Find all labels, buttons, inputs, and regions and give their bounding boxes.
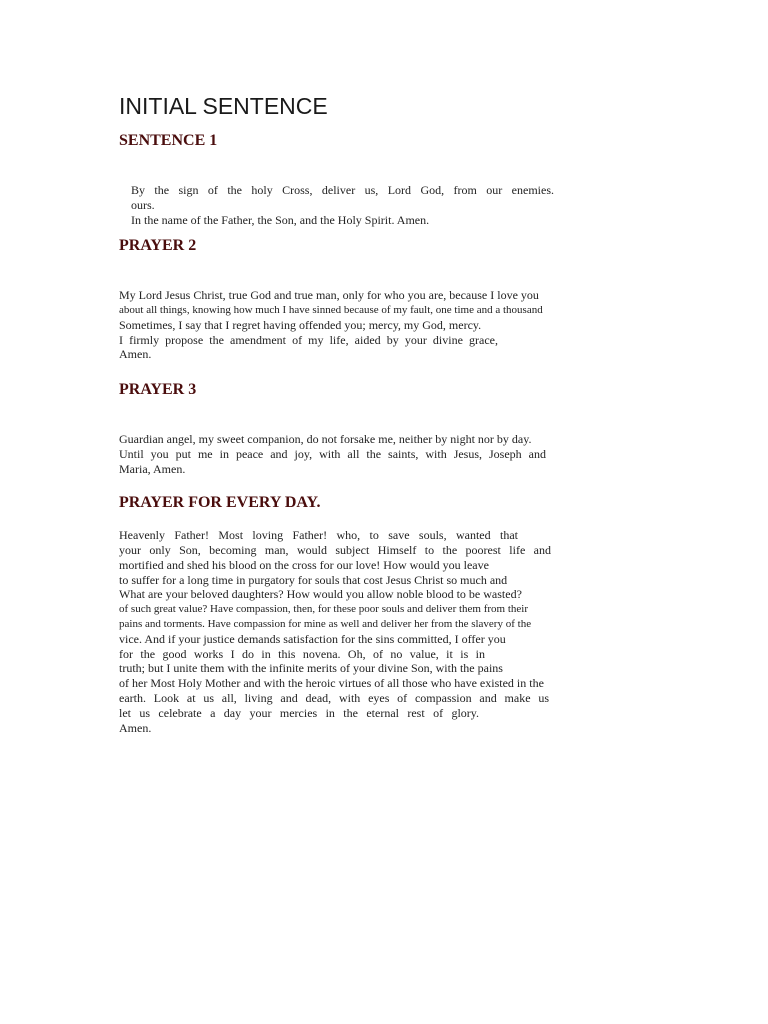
section-heading-prayer-2: PRAYER 2: [119, 237, 197, 254]
section-heading-prayer-3: PRAYER 3: [119, 381, 197, 398]
section-line: pains and torments. Have compassion for mine as well and deliver her from the slavery of the: [119, 618, 532, 630]
section-line: for the good works I do in this novena. Oh, of no value, it is in: [119, 647, 485, 661]
section-heading-prayer-for-every-day: PRAYER FOR EVERY DAY.: [119, 494, 321, 511]
section-line: ours.: [131, 198, 155, 212]
section-line: mortified and shed his blood on the cross for our love! How would you leave: [119, 558, 489, 572]
section-line: In the name of the Father, the Son, and the Holy Spirit. Amen.: [131, 213, 430, 227]
section-line: about all things, knowing how much I have sinned because of my fault, one time and a thousand: [119, 304, 543, 316]
section-line: Amen.: [119, 347, 152, 361]
section-line: I firmly propose the amendment of my life, aided by your divine grace,: [119, 333, 498, 347]
section-line: By the sign of the holy Cross, deliver us, Lord God, from our enemies.: [131, 183, 554, 197]
section-line: Until you put me in peace and joy, with all the saints, with Jesus, Joseph and: [119, 447, 546, 461]
section-line: truth; but I unite them with the infinite merits of your divine Son, with the pains: [119, 661, 503, 675]
section-line: What are your beloved daughters? How would you allow noble blood to be wasted?: [119, 587, 522, 601]
document-title: INITIAL SENTENCE: [119, 93, 328, 119]
section-line: earth. Look at us all, living and dead, with eyes of compassion and make us: [119, 691, 549, 705]
section-line: your only Son, becoming man, would subject Himself to the poorest life and: [119, 543, 551, 557]
section-line: let us celebrate a day your mercies in the eternal rest of glory.: [119, 706, 479, 720]
section-line: of her Most Holy Mother and with the heroic virtues of all those who have existed in the: [119, 676, 544, 690]
section-line: vice. And if your justice demands satisfaction for the sins committed, I offer you: [119, 632, 506, 646]
section-line: My Lord Jesus Christ, true God and true man, only for who you are, because I love you: [119, 288, 539, 302]
section-heading-sentence-1: SENTENCE 1: [119, 132, 218, 149]
section-line: of such great value? Have compassion, then, for these poor souls and deliver them from their: [119, 603, 529, 615]
section-line: Guardian angel, my sweet companion, do not forsake me, neither by night nor by day.: [119, 432, 532, 446]
section-line: to suffer for a long time in purgatory for souls that cost Jesus Christ so much and: [119, 573, 508, 587]
section-line: Heavenly Father! Most loving Father! who, to save souls, wanted that: [119, 528, 518, 542]
section-line: Sometimes, I say that I regret having offended you; mercy, my God, mercy.: [119, 318, 482, 332]
section-line: Maria, Amen.: [119, 462, 186, 476]
section-line: Amen.: [119, 721, 152, 735]
